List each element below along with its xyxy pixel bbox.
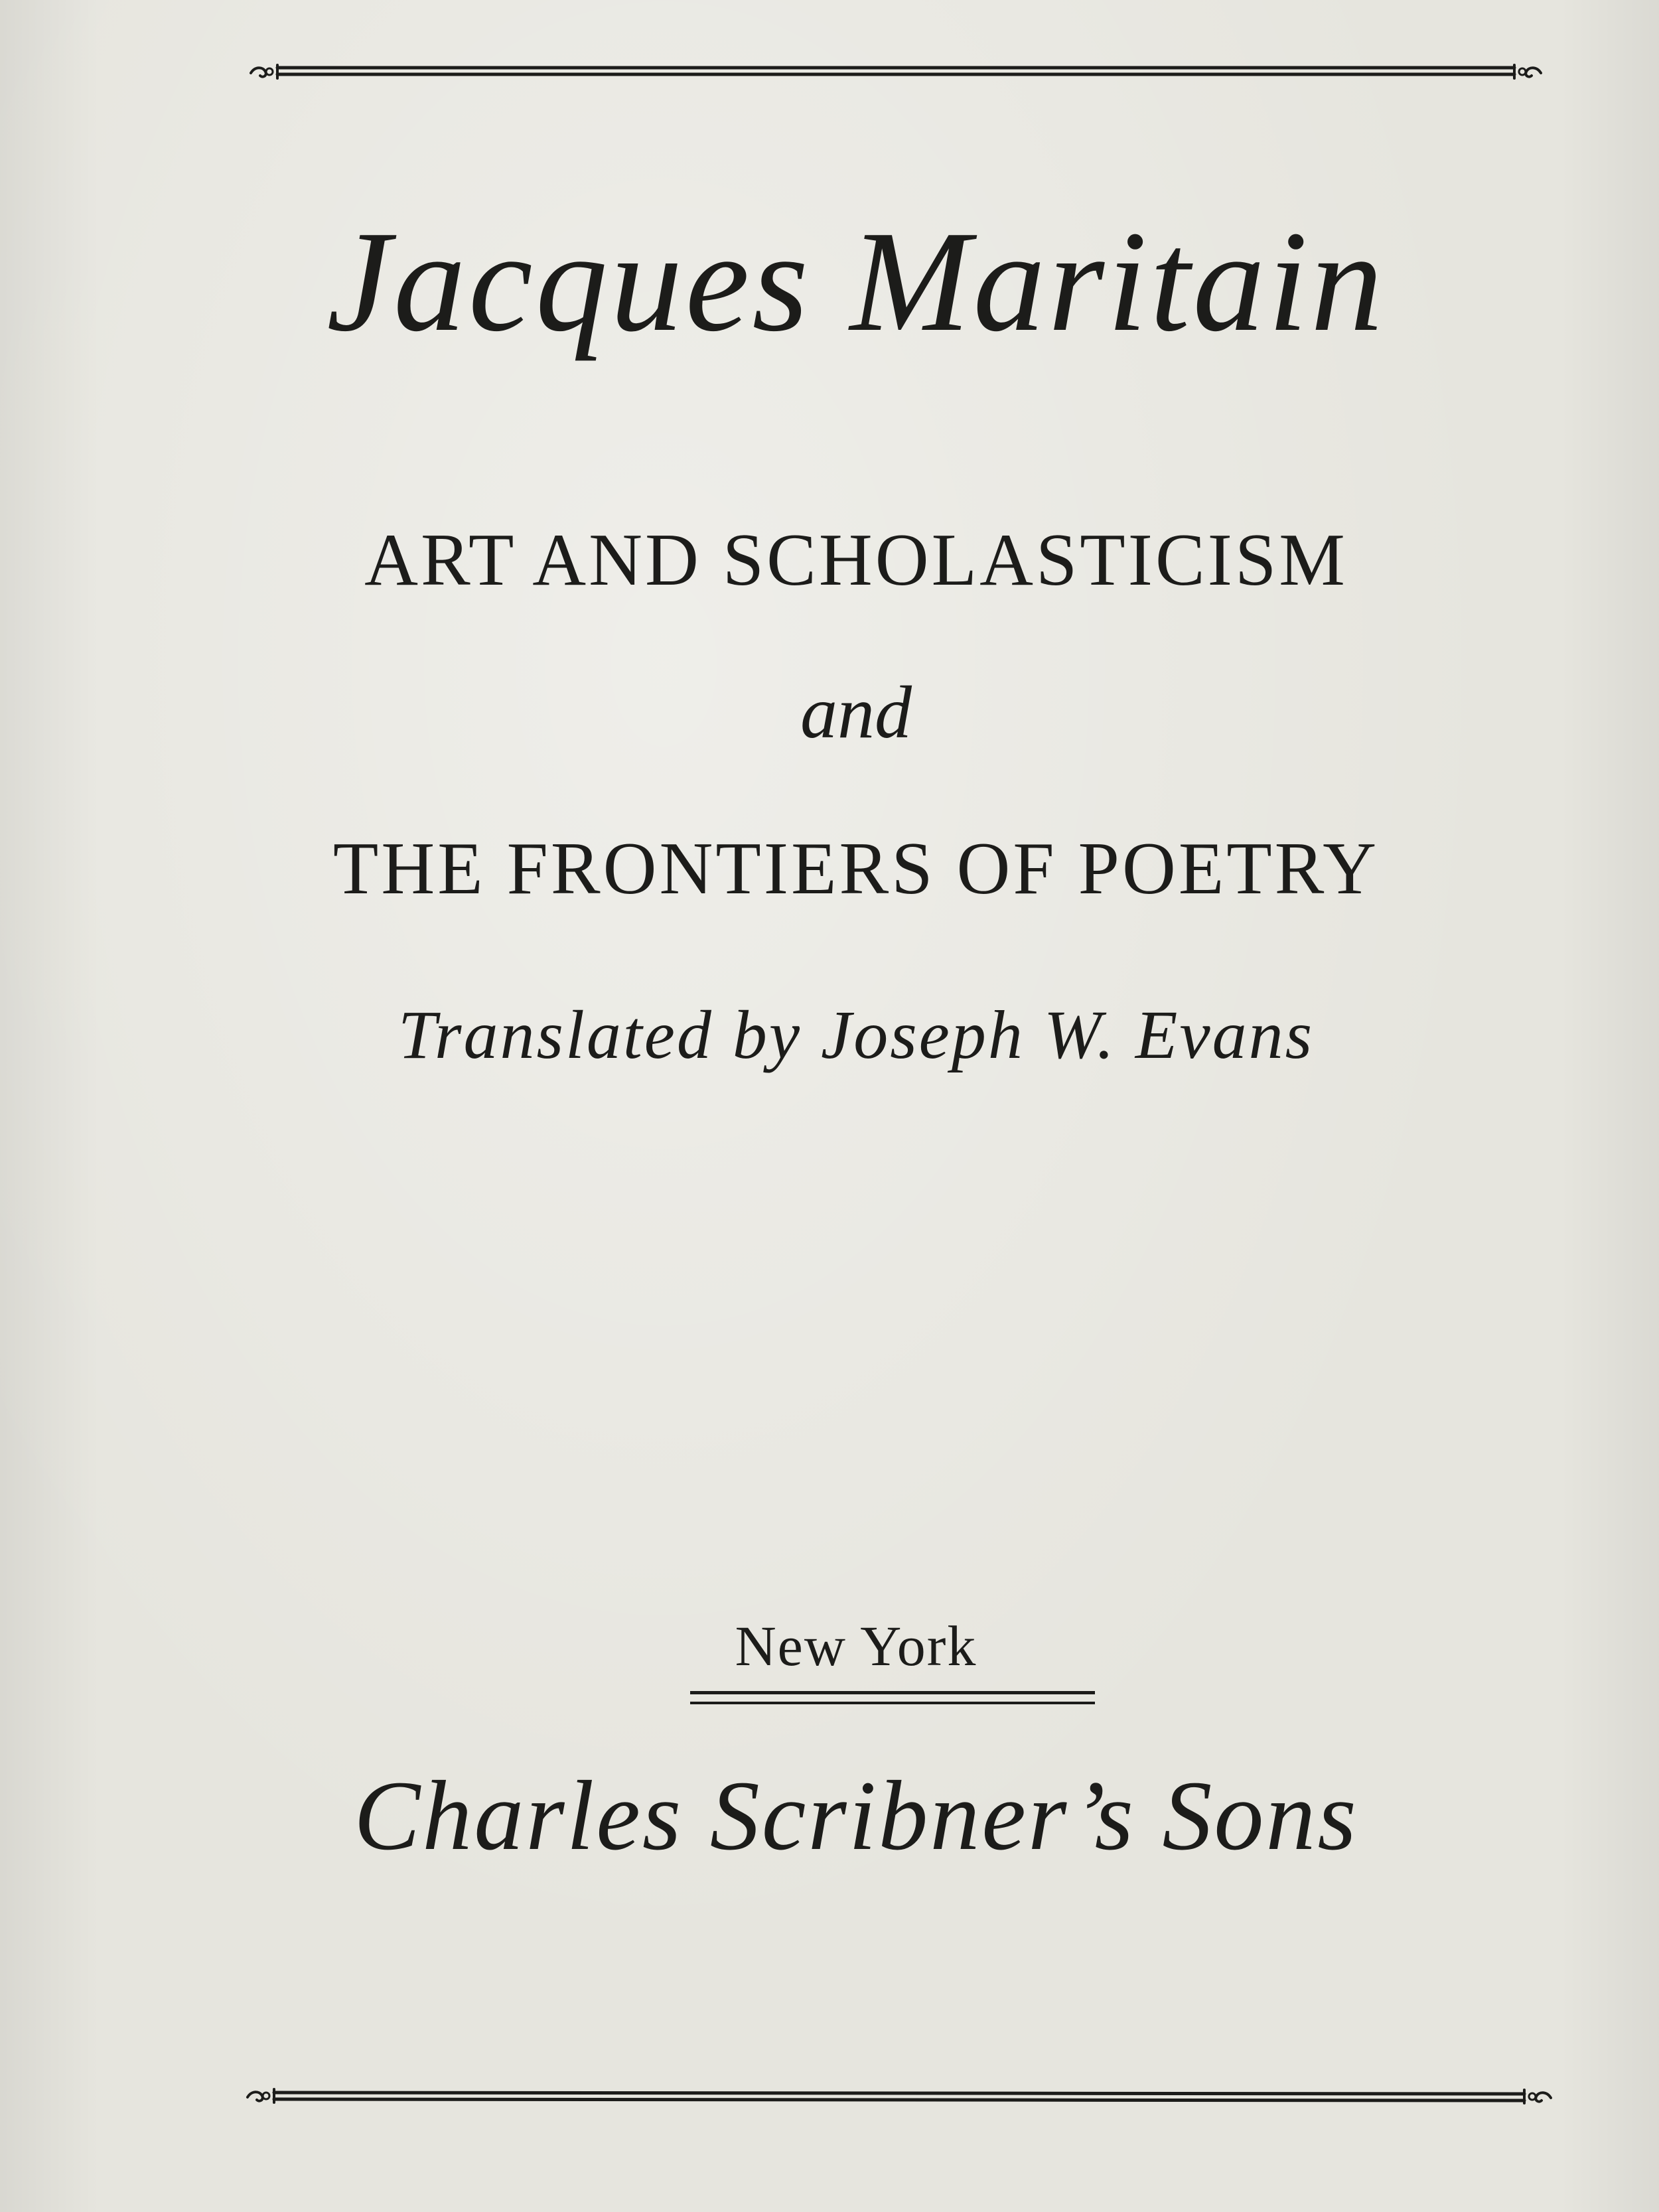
top-ornamental-rule xyxy=(246,58,1546,85)
title-conjunction: and xyxy=(800,672,912,754)
book-title-part-2: THE FRONTIERS OF POETRY xyxy=(332,828,1380,910)
bottom-ornamental-rule xyxy=(242,2083,1556,2109)
publication-place: New York xyxy=(735,1614,977,1678)
author-name: Jacques Maritain xyxy=(326,202,1386,362)
publisher-divider-rule xyxy=(690,1691,1095,1706)
book-title-part-1: ART AND SCHOLASTICISM xyxy=(364,519,1348,601)
publisher-name: Charles Scribner’s Sons xyxy=(354,1761,1358,1871)
translator-credit: Translated by Joseph W. Evans xyxy=(397,997,1315,1073)
